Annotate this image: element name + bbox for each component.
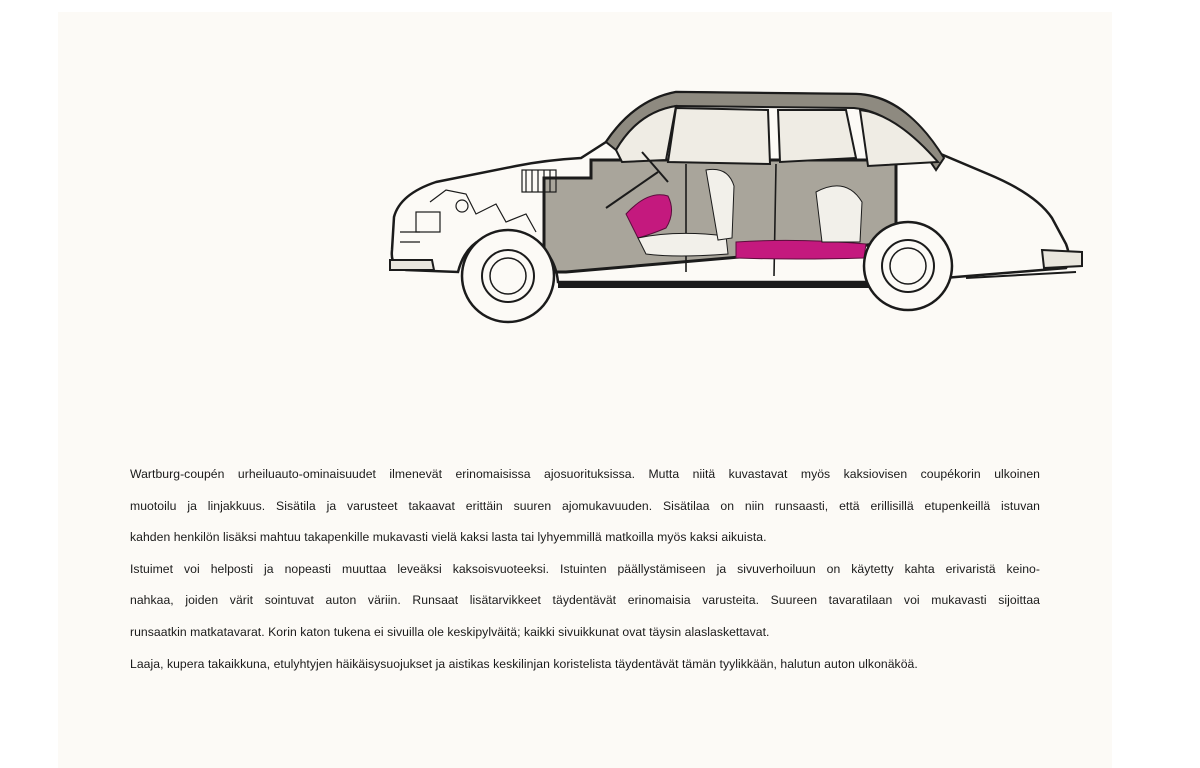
rear-bumper	[1042, 250, 1082, 268]
text-line: muotoilu ja linjakkuus. Sisätila ja varusteet takaavat erittäin suuren ajomukavuuden. Sisätilaa on niin runsaasti, että erillisillä etupenkeillä istuvan	[130, 498, 1040, 513]
rear-wheel	[864, 222, 952, 310]
rear-side-window	[778, 110, 856, 162]
brochure-page	[58, 12, 1112, 768]
engine-detail	[400, 170, 556, 242]
front-side-window	[668, 108, 770, 164]
car-cutaway-illustration	[376, 82, 1096, 332]
rear-seat-cushion	[736, 240, 866, 259]
paragraph-2	[130, 554, 1040, 649]
front-seat-base	[638, 233, 728, 256]
rear-seat-back	[816, 186, 862, 242]
paragraph-3	[130, 649, 1040, 681]
text-line: runsaatkin matkatavarat. Korin katon tukena ei sivuilla ole keskipylväitä; kaikki sivuikkunat ovat täysin alaslaskettavat.	[130, 624, 770, 639]
text-line: nahkaa, joiden värit sointuvat auton väriin. Runsaat lisätarvikkeet täydentävät erinomaisia varusteita. Suureen tavaratilaan voi mukavasti sijoittaa	[130, 593, 1040, 608]
text-line: Wartburg-coupén urheiluauto-ominaisuudet ilmenevät erinomaisissa ajosuorituksissa. Mutta niitä kuvastavat myös kaksiovisen coupékorin ulkoinen	[130, 467, 1040, 481]
text-line: kahden henkilön lisäksi mahtuu takapenkille mukavasti vielä kaksi lasta tai lyhyemmillä matkoilla myös kaksi aikuista.	[130, 530, 767, 545]
text-line: Istuimet voi helposti ja nopeasti muuttaa leveäksi kaksoisvuoteeksi. Istuinten päällystämiseen ja sivuverhoiluun on käytetty kahta erivaristä keino-	[130, 561, 1040, 576]
front-bumper	[390, 260, 434, 270]
front-wheel	[462, 230, 554, 322]
body-text	[130, 459, 1040, 680]
text-line: Laaja, kupera takaikkuna, etulyhtyjen häikäisysuojukset ja aistikas keskilinjan koristelista täydentävät tämän tyylikkään, halutun auton ulkonäköä.	[130, 656, 918, 671]
paragraph-1	[130, 459, 1040, 554]
